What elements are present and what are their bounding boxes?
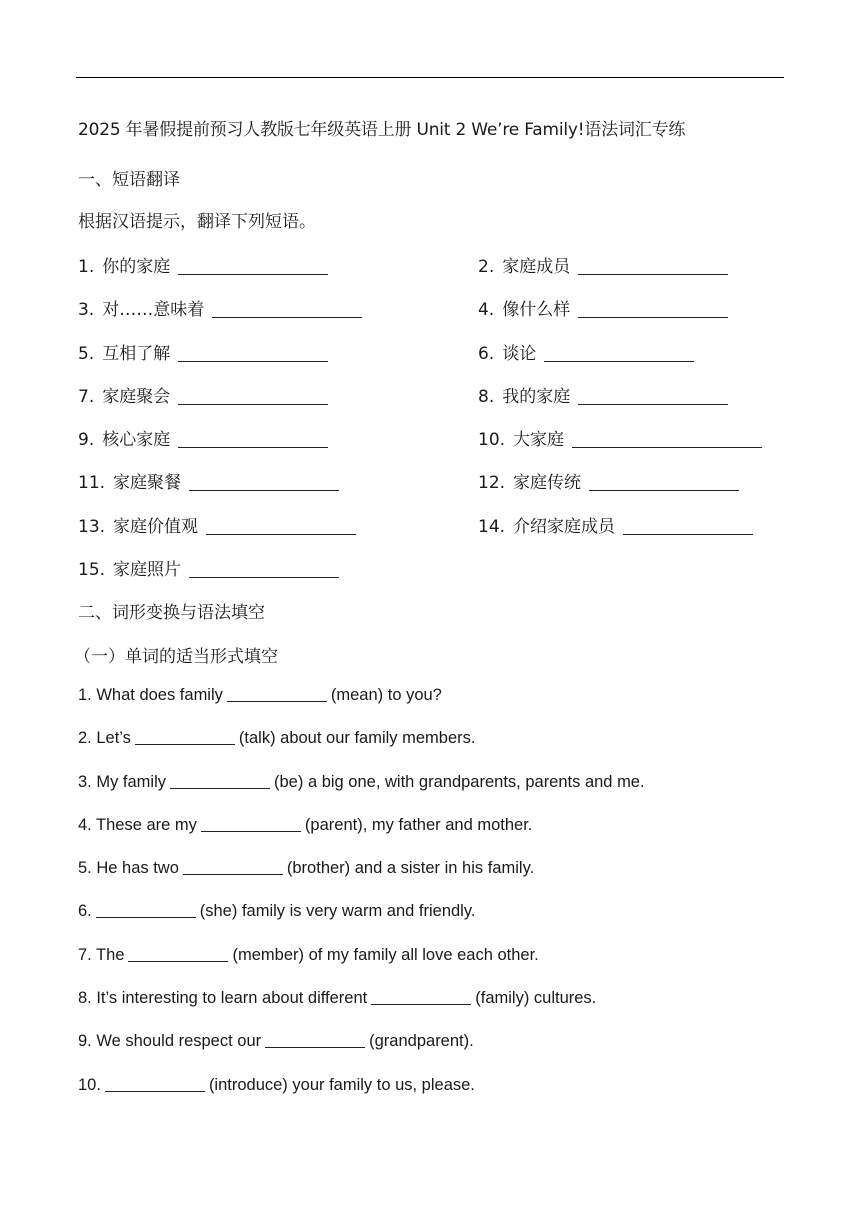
list-item: [78, 859, 645, 902]
page-title: 2025 年暑假提前预习人教版七年级英语上册 Unit 2 We’re Family!语法词汇专练: [78, 120, 686, 140]
phrase-item: [78, 295, 362, 320]
phrase-number: 8.: [478, 386, 495, 407]
phrase-item: [478, 425, 762, 450]
phrase-item: [478, 382, 728, 407]
item-suffix: (family) cultures.: [475, 989, 597, 1008]
item-prefix: 4. These are my: [78, 815, 197, 834]
item-suffix: (member) of my family all love each other.: [232, 945, 539, 964]
phrase-number: 14.: [478, 516, 506, 537]
phrase-number: 10.: [478, 430, 506, 451]
answer-blank[interactable]: [178, 344, 328, 362]
list-item: [78, 989, 645, 1032]
list-item: [78, 686, 645, 729]
item-suffix: (be) a big one, with grandparents, parents and me.: [274, 772, 645, 791]
answer-blank[interactable]: [96, 902, 196, 918]
phrase-row: [78, 252, 788, 295]
phrase-text: 谈论: [502, 343, 537, 364]
phrase-item: [78, 468, 339, 493]
answer-blank[interactable]: [189, 473, 339, 491]
answer-blank[interactable]: [572, 430, 762, 448]
answer-blank[interactable]: [623, 517, 753, 535]
phrase-item: [478, 252, 728, 277]
answer-blank[interactable]: [128, 946, 228, 962]
phrase-number: 15.: [78, 560, 106, 581]
answer-blank[interactable]: [544, 344, 694, 362]
phrase-item: [478, 468, 739, 493]
phrase-text: 家庭价值观: [113, 516, 199, 537]
item-suffix: (talk) about our family members.: [238, 729, 476, 748]
phrase-item: [478, 512, 753, 537]
phrase-text: 家庭照片: [113, 560, 182, 581]
phrase-number: 11.: [78, 473, 106, 494]
phrase-row: [78, 425, 788, 468]
phrase-number: 7.: [78, 386, 95, 407]
list-item: [78, 902, 645, 945]
item-prefix: 9. We should respect our: [78, 1032, 262, 1051]
answer-blank[interactable]: [135, 729, 235, 745]
phrase-text: 大家庭: [513, 430, 565, 451]
phrase-text: 介绍家庭成员: [513, 516, 616, 537]
answer-blank[interactable]: [578, 300, 728, 318]
answer-blank[interactable]: [371, 989, 471, 1005]
phrase-row: [78, 382, 788, 425]
phrase-text: 家庭传统: [513, 473, 582, 494]
item-prefix: 2. Let’s: [78, 729, 131, 748]
item-prefix: 8. It’s interesting to learn about different: [78, 989, 368, 1008]
answer-blank[interactable]: [178, 257, 328, 275]
phrase-text: 家庭聚餐: [113, 473, 182, 494]
section2-heading: 二、词形变换与语法填空: [78, 603, 265, 623]
item-prefix: 5. He has two: [78, 859, 179, 878]
item-suffix: (parent), my father and mother.: [304, 815, 533, 834]
answer-blank[interactable]: [212, 300, 362, 318]
item-suffix: (mean) to you?: [330, 686, 442, 704]
item-suffix: (she) family is very warm and friendly.: [199, 902, 476, 921]
phrase-item: [78, 382, 328, 407]
phrase-item: [478, 339, 694, 364]
phrase-item: [78, 252, 328, 277]
item-suffix: (brother) and a sister in his family.: [286, 859, 535, 878]
list-item: [78, 816, 645, 859]
list-item: [78, 729, 645, 772]
answer-blank[interactable]: [265, 1032, 365, 1048]
phrase-item: [478, 295, 728, 320]
phrase-number: 2.: [478, 257, 495, 277]
phrase-row: [78, 339, 788, 382]
answer-blank[interactable]: [206, 517, 356, 535]
phrase-number: 4.: [478, 300, 495, 321]
answer-blank[interactable]: [201, 816, 301, 832]
phrase-row: [78, 295, 788, 338]
header-rule: [76, 77, 784, 78]
item-suffix: (introduce) your family to us, please.: [208, 1075, 475, 1094]
phrase-text: 家庭成员: [502, 257, 571, 277]
item-prefix: 10.: [78, 1075, 101, 1094]
phrase-number: 9.: [78, 430, 95, 451]
list-item: [78, 946, 645, 989]
phrase-text: 对……意味着: [102, 300, 205, 321]
phrase-row: [78, 512, 788, 555]
fill-blank-list: [78, 686, 645, 1119]
phrase-number: 3.: [78, 300, 95, 321]
phrase-text: 像什么样: [502, 300, 571, 321]
item-prefix: 7. The: [78, 945, 125, 964]
phrase-number: 5.: [78, 343, 95, 364]
phrase-number: 1.: [78, 257, 95, 277]
answer-blank[interactable]: [589, 473, 739, 491]
item-prefix: 1. What does family: [78, 686, 223, 704]
phrase-item: [78, 555, 339, 580]
answer-blank[interactable]: [578, 387, 728, 405]
section1-instruction: 根据汉语提示，翻译下列短语。: [78, 212, 316, 232]
section1-heading: 一、短语翻译: [78, 170, 180, 190]
phrase-grid: [78, 252, 788, 598]
phrase-item: [78, 512, 356, 537]
list-item: [78, 773, 645, 816]
section2-subheading: （一）单词的适当形式填空: [74, 647, 278, 667]
answer-blank[interactable]: [178, 430, 328, 448]
list-item: [78, 1032, 645, 1075]
item-suffix: (grandparent).: [369, 1032, 474, 1051]
phrase-number: 13.: [78, 516, 106, 537]
phrase-number: 12.: [478, 473, 506, 494]
answer-blank[interactable]: [105, 1076, 205, 1092]
phrase-text: 你的家庭: [102, 257, 171, 277]
phrase-item: [78, 425, 328, 450]
item-prefix: 3. My family: [78, 772, 167, 791]
phrase-row: [78, 468, 788, 511]
item-prefix: 6.: [78, 902, 92, 921]
phrase-text: 家庭聚会: [102, 386, 171, 407]
list-item: [78, 1076, 645, 1119]
phrase-text: 核心家庭: [102, 430, 171, 451]
phrase-number: 6.: [478, 343, 495, 364]
answer-blank[interactable]: [183, 859, 283, 875]
answer-blank[interactable]: [178, 387, 328, 405]
phrase-text: 互相了解: [102, 343, 171, 364]
answer-blank[interactable]: [227, 686, 327, 702]
answer-blank[interactable]: [170, 773, 270, 789]
answer-blank[interactable]: [578, 257, 728, 275]
phrase-text: 我的家庭: [502, 386, 571, 407]
phrase-item: [78, 339, 328, 364]
answer-blank[interactable]: [189, 560, 339, 578]
phrase-row: [78, 555, 788, 598]
